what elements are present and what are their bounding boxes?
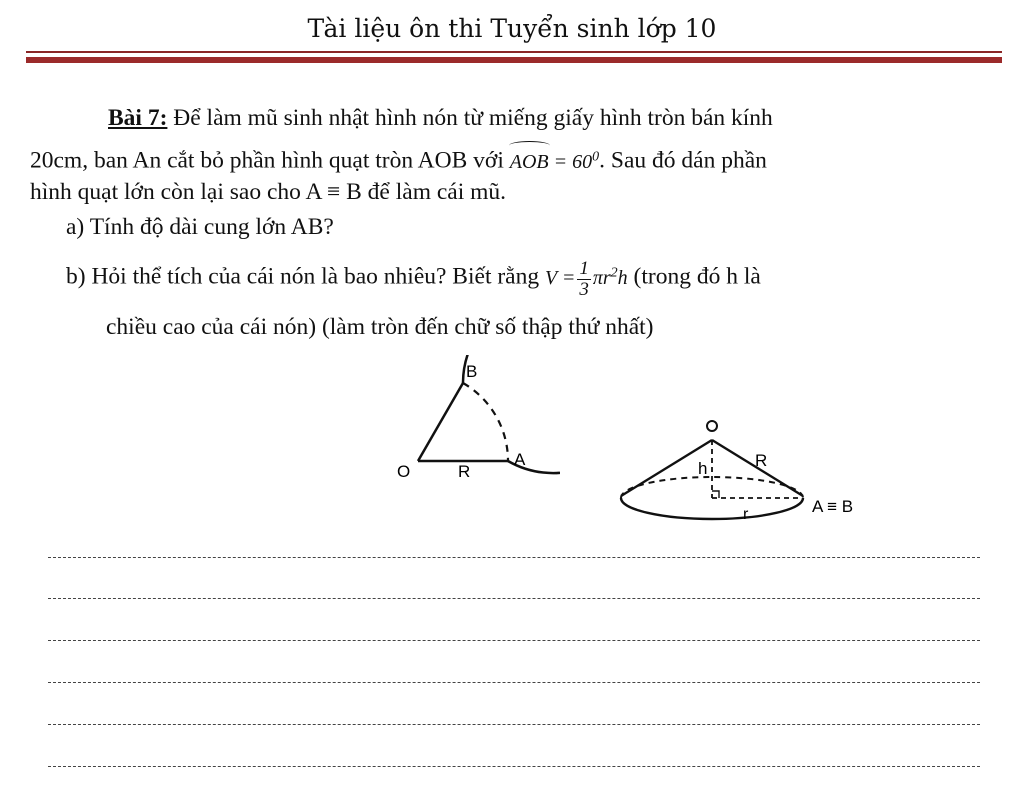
part-a: [66, 211, 334, 244]
problem-line1-text: Để làm mũ sinh nhật hình nón từ miếng giấy hình tròn bán kính: [167, 105, 773, 131]
cone-apex-point: [707, 421, 717, 431]
formula-rhs-b: h: [617, 266, 628, 289]
header-rule-thin: [26, 51, 1002, 53]
arc-hat: [509, 141, 550, 150]
formula-num: 1: [579, 257, 589, 279]
part-a-text: a) Tính độ dài cung lớn AB?: [66, 214, 334, 240]
formula-fraction: [577, 259, 591, 300]
circle-label-B: B: [466, 362, 478, 381]
circle-minor-arc-dashed: [463, 383, 508, 461]
circle-label-A: A: [514, 450, 526, 469]
angle-arc: [510, 146, 549, 179]
figure-cone: [605, 400, 885, 540]
header-rule-thick: [26, 57, 1002, 63]
part-b-text-1: b) Hỏi thể tích của cái nón là bao nhiêu? Biết rằng: [66, 263, 545, 290]
cone-label-h: h: [698, 459, 708, 478]
angle-degree: 0: [592, 149, 600, 164]
radius-OB: [418, 383, 463, 461]
problem-line-1: [108, 102, 773, 135]
writing-line: [48, 724, 980, 725]
problem-line-3: [30, 176, 506, 209]
problem-line3-text: hình quạt lớn còn lại sao cho A ≡ B để làm cái mũ.: [30, 179, 507, 205]
figure-circle: [300, 355, 560, 555]
cone-label-r: r: [743, 506, 749, 523]
circle-label-R: R: [458, 462, 471, 481]
cone-label-R: R: [755, 451, 768, 470]
angle-expression: [510, 151, 599, 173]
problem-line2-a: 20cm, ban An cắt bỏ phần hình quạt tròn AOB với: [30, 147, 510, 174]
problem-line-2: [30, 140, 767, 179]
writing-line: [48, 640, 980, 641]
formula-rhs-a: πr: [592, 266, 611, 289]
part-b-line-1: [66, 256, 761, 300]
formula-lhs: V =: [544, 266, 576, 289]
formula-den: 3: [579, 278, 589, 300]
cone-label-AB: A ≡ B: [812, 497, 854, 516]
part-b-text-3: chiều cao của cái nón) (làm tròn đến chữ số thập thứ nhất): [106, 314, 654, 340]
writing-line: [48, 682, 980, 683]
header-title: Tài liệu ôn thi Tuyển sinh lớp 10: [307, 14, 717, 43]
right-angle-mark: [712, 491, 719, 498]
writing-line: [48, 766, 980, 767]
cone-base-front: [621, 498, 803, 519]
formula-exp: 2: [610, 265, 618, 280]
volume-formula: [544, 257, 628, 300]
problem-label: Bài 7:: [108, 105, 168, 131]
writing-line: [48, 598, 980, 599]
part-b-text-2: (trong đó h là: [627, 263, 761, 290]
writing-line: [48, 557, 980, 558]
part-b-line-2: [106, 311, 654, 344]
problem-line2-b: . Sau đó dán phần: [599, 147, 767, 174]
circle-label-O: O: [397, 462, 411, 481]
circle-major-arc: [463, 355, 560, 473]
angle-name: AOB: [509, 150, 549, 173]
angle-eq: = 60: [548, 150, 593, 173]
